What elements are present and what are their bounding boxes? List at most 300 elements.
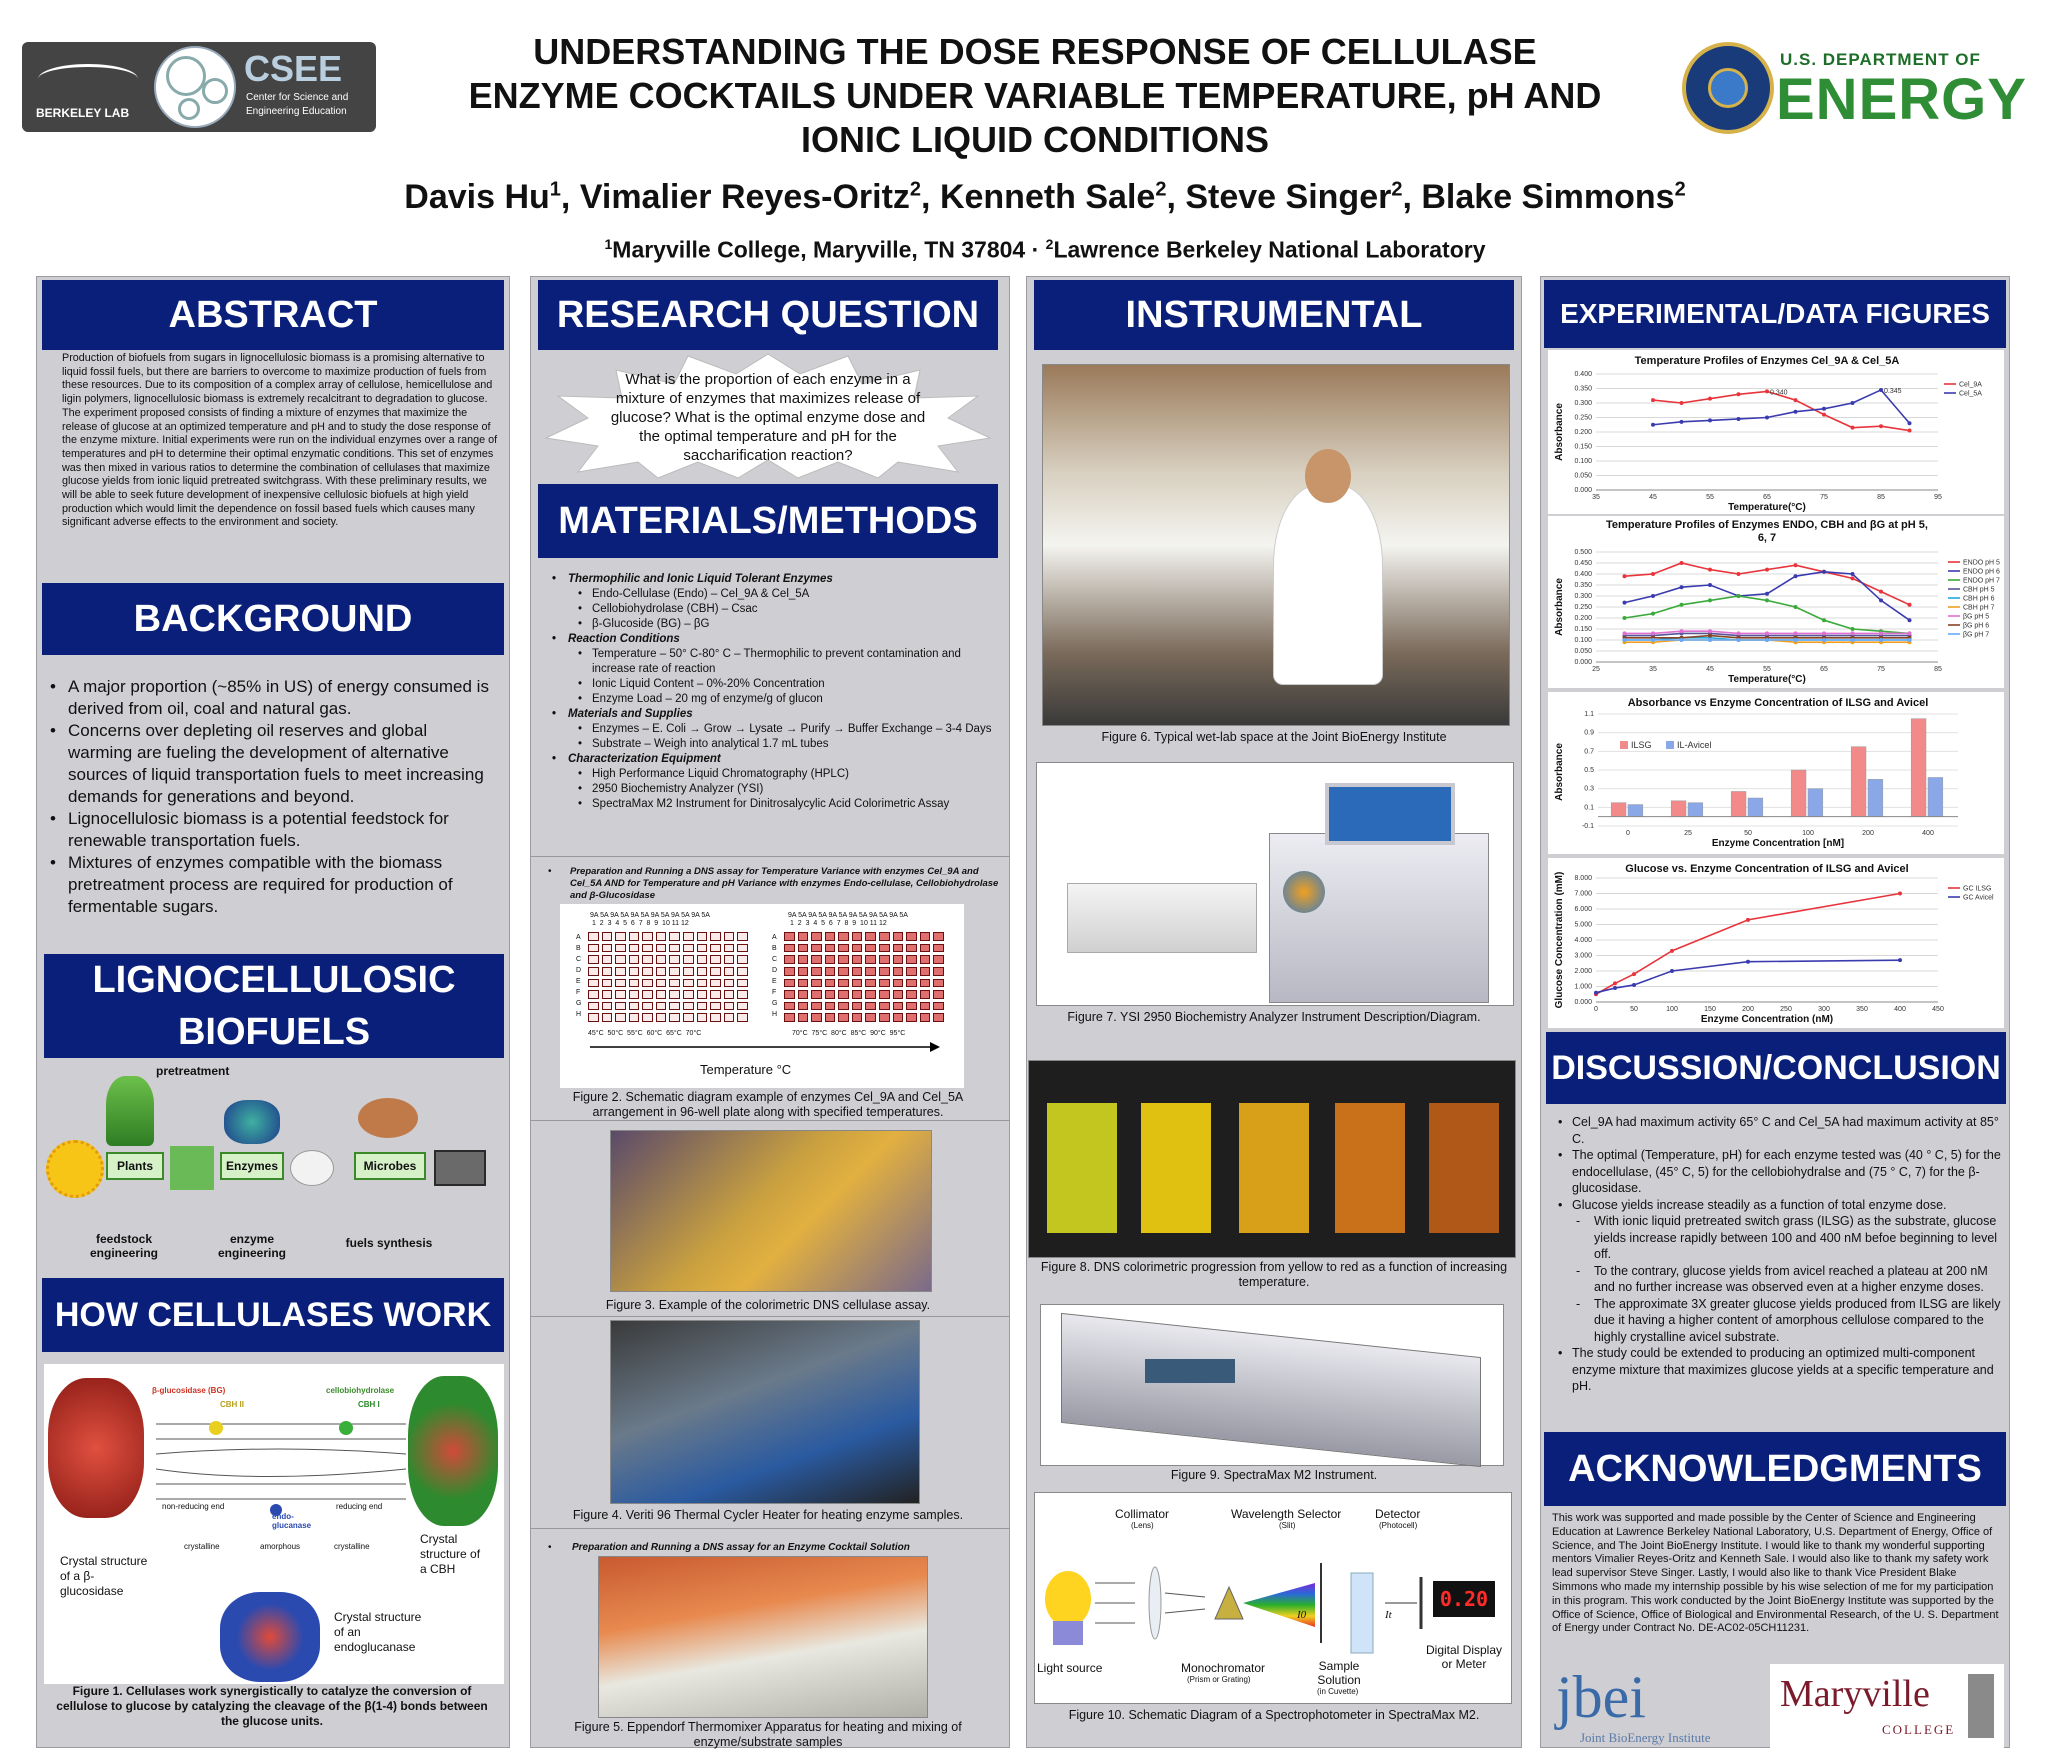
- plate-well: [656, 990, 667, 999]
- data-point: [1737, 392, 1741, 396]
- conclusion-subitem: - The approximate 3X greater glucose yields produced from ILSG are likely due it having a higher content of amorphous cellulose compared to the highly crystalline avicel substrate.: [1576, 1296, 2001, 1344]
- data-point: [1851, 638, 1855, 642]
- series-line: [1596, 960, 1900, 993]
- background-item: • Concerns over depleting oil reserves and global warming are fueling the development of alternative sources of liquid transportation fuels to meet increasing demands for generations and beyond.: [44, 720, 496, 808]
- data-point: [1794, 398, 1798, 402]
- monochromator-label: Monochromator: [1181, 1661, 1266, 1675]
- plate-well: [669, 1002, 680, 1011]
- affiliation-2: Lawrence Berkeley National Laboratory: [1053, 236, 1486, 263]
- plate-well: [588, 932, 599, 941]
- plate-well: [838, 1002, 849, 1011]
- x-tick-label: 55: [1706, 494, 1714, 501]
- plate-well: [865, 1002, 876, 1011]
- plate-well: [838, 1013, 849, 1022]
- y-tick-label: 0.100: [1574, 458, 1592, 465]
- plate-well: [852, 1013, 863, 1022]
- plate-well: [602, 1013, 613, 1022]
- plate-well: [879, 979, 890, 988]
- plate-well: [811, 932, 822, 941]
- plate-well: [933, 932, 944, 941]
- plate-well: [602, 1002, 613, 1011]
- bar: [1911, 719, 1926, 817]
- plate-well: [784, 944, 795, 953]
- dns-assay-photo: [610, 1130, 932, 1292]
- x-tick-label: 350: [1856, 1006, 1868, 1013]
- data-point: [1908, 421, 1912, 425]
- data-point: [1822, 638, 1826, 642]
- plate-well: [933, 1013, 944, 1022]
- conclusion-list: [1554, 1114, 2002, 1395]
- bar: [1808, 789, 1823, 817]
- jbei-subtitle: Joint BioEnergy Institute: [1580, 1730, 1711, 1745]
- data-point: [1708, 568, 1712, 572]
- pretreatment-label: pretreatment: [156, 1064, 230, 1078]
- y-axis-label: Glucose Concentration (mM): [1554, 871, 1565, 1009]
- bar: [1688, 803, 1703, 817]
- vial-2: [1141, 1103, 1211, 1233]
- plate-well: [710, 990, 721, 999]
- y-tick-label: 0.400: [1574, 371, 1592, 378]
- data-point: [1708, 638, 1712, 642]
- cbh-protein-icon: [408, 1376, 498, 1526]
- legend-label: GC Avicel: [1963, 894, 1994, 902]
- plate-well: [697, 1002, 708, 1011]
- dns-heading: Preparation and Running a DNS assay for Temperature Variance with enzymes Cel_9A and Cel_5A AND for Temperature and pH Variance with enzymes Endo-cellulase, Cellobiohydrolase and β-Glucosidase: [570, 866, 999, 901]
- y-tick-label: 0.300: [1574, 593, 1592, 600]
- tower-icon: [1968, 1674, 1994, 1738]
- y-tick-label: 0.000: [1574, 487, 1592, 494]
- plate-well: [724, 1013, 735, 1022]
- y-tick-label: 0.300: [1574, 400, 1592, 407]
- data-point: [1623, 631, 1627, 635]
- bar: [1868, 779, 1883, 816]
- data-point: [1898, 892, 1902, 896]
- plate-well: [737, 955, 748, 964]
- x-tick-label: 150: [1704, 1006, 1716, 1013]
- plate-well: [825, 979, 836, 988]
- x-tick-label: 0: [1594, 1006, 1598, 1013]
- x-tick-label: 25: [1684, 830, 1692, 837]
- vial-1: [1047, 1103, 1117, 1233]
- plate-well: [615, 1013, 626, 1022]
- plate-well: [629, 979, 640, 988]
- plate-well: [697, 955, 708, 964]
- data-point: [1822, 631, 1826, 635]
- data-point: [1822, 570, 1826, 574]
- plate-well: [825, 932, 836, 941]
- endo-protein-icon: [220, 1592, 320, 1682]
- data-point: [1908, 631, 1912, 635]
- data-point: [1680, 420, 1684, 424]
- plate-well: [615, 967, 626, 976]
- author-5: Blake Simmons$^2$: [1421, 178, 1686, 216]
- plate-well: [724, 1002, 735, 1011]
- y-tick-label: 0.000: [1574, 659, 1592, 666]
- light-source-label: Light source: [1037, 1661, 1103, 1675]
- y-tick-label: -0.1: [1581, 823, 1594, 830]
- dns-section-divider: [530, 856, 1010, 857]
- dns-color-series-photo: [1028, 1060, 1516, 1258]
- data-point: [1765, 568, 1769, 572]
- data-point: [1737, 417, 1741, 421]
- data-point: [1623, 616, 1627, 620]
- research-question-text: What is the proportion of each enzyme in a mixture of enzymes that maximizes release of glucose? What is the optimal enzyme dose and the optimal temperature and pH for the saccharification reaction?: [610, 371, 926, 464]
- x-tick-label: 35: [1649, 666, 1657, 673]
- data-point: [1851, 401, 1855, 405]
- data-point: [1898, 958, 1902, 962]
- legend-label: βG pH 7: [1963, 631, 1990, 639]
- plate-well: [893, 955, 904, 964]
- plate-well: [906, 932, 917, 941]
- spectrophotometer-diagram: [1034, 1492, 1512, 1704]
- bar: [1731, 791, 1746, 816]
- methods-header: MATERIALS/METHODS: [538, 484, 998, 558]
- plate-well: [683, 979, 694, 988]
- methods-item: • SpectraMax M2 Instrument for Dinitrosalycylic Acid Colorimetric Assay: [548, 797, 1004, 812]
- methods-item: • Enzymes – E. Coli → Grow → Lysate → Purify → Buffer Exchange – 3-4 Days: [548, 722, 1004, 737]
- data-point: [1879, 388, 1883, 392]
- data-point: [1708, 598, 1712, 602]
- data-point: [1680, 629, 1684, 633]
- jbei-wordmark: jbei: [1556, 1664, 1646, 1730]
- plate-well: [838, 967, 849, 976]
- conclusion-subitem: - With ionic liquid pretreated switch grass (ILSG) as the substrate, glucose yields increase rapidly between 100 and 400 nM befoe beginning to level off.: [1576, 1214, 1998, 1261]
- enzyme-molecule-icon: [224, 1100, 280, 1144]
- plate-well: [879, 967, 890, 976]
- endo-structure-caption: Crystal structure of an endoglucanase: [334, 1610, 422, 1654]
- methods-item: • Enzyme Load – 20 mg of enzyme/g of glucon: [548, 692, 1004, 707]
- spectramax-photo: [1040, 1304, 1504, 1466]
- plate-well: [811, 1013, 822, 1022]
- data-point: [1794, 410, 1798, 414]
- plate-well: [784, 1013, 795, 1022]
- background-item: • Mixtures of enzymes compatible with the biomass pretreatment process are required for production of fermentable sugars.: [44, 852, 496, 918]
- plate-temps-left: 45°C 50°C 55°C 60°C 65°C 70°C: [588, 1030, 702, 1037]
- cellulase-diagram: [44, 1364, 504, 1684]
- methods-item: • High Performance Liquid Chromatography (HPLC): [548, 767, 1004, 782]
- data-point: [1680, 638, 1684, 642]
- plate-well: [615, 932, 626, 941]
- plate-well: [710, 967, 721, 976]
- x-axis-label: Temperature(°C): [1728, 502, 1806, 513]
- data-point: [1765, 389, 1769, 393]
- research-question-header: RESEARCH QUESTION: [538, 280, 998, 350]
- chart-title: Glucose vs. Enzyme Concentration of ILSG and Avicel: [1625, 863, 1909, 875]
- x-tick-label: 50: [1744, 830, 1752, 837]
- enzymes-arrow: Enzymes: [220, 1152, 284, 1180]
- plate-well: [669, 979, 680, 988]
- plate-well: [784, 932, 795, 941]
- data-point: [1632, 983, 1636, 987]
- lens-label: (Lens): [1131, 1521, 1154, 1530]
- cbh-structure-caption: Crystal structure of a CBH: [420, 1532, 481, 1576]
- lab-worker-head: [1305, 449, 1351, 503]
- plate-well: [825, 955, 836, 964]
- chart-temp-cel9a-cel5a: [1548, 350, 2004, 514]
- plate-well: [811, 944, 822, 953]
- fig5-divider: [530, 1528, 1010, 1529]
- plate-well: [669, 967, 680, 976]
- plate-well: [683, 967, 694, 976]
- plate-well: [642, 955, 653, 964]
- plate-well: [852, 967, 863, 976]
- data-point: [1822, 413, 1826, 417]
- plate-well: [683, 1002, 694, 1011]
- chart-title: Temperature Profiles of Enzymes Cel_9A & Cel_5A: [1634, 355, 1900, 367]
- x-tick-label: 45: [1706, 666, 1714, 673]
- data-point: [1879, 598, 1883, 602]
- vial-3: [1239, 1103, 1309, 1233]
- spectramax-display: [1145, 1359, 1235, 1383]
- plate-well: [697, 1013, 708, 1022]
- data-point: [1651, 594, 1655, 598]
- plate-well: [629, 932, 640, 941]
- data-point: [1651, 612, 1655, 616]
- plate-well: [893, 1002, 904, 1011]
- cuvette-label: (in Cuvette): [1317, 1687, 1359, 1696]
- plate-well: [879, 990, 890, 999]
- plate-well: [825, 1013, 836, 1022]
- data-point: [1708, 634, 1712, 638]
- conclusion-item: • Glucose yields increase steadily as a function of total enzyme dose.: [1558, 1197, 1947, 1212]
- plate-well: [852, 990, 863, 999]
- biofuel-flow-diagram: [44, 1060, 504, 1280]
- cbh2-label: CBH II: [220, 1400, 244, 1409]
- chart-title-line: 6, 7: [1757, 532, 1777, 544]
- figure-9-caption: Figure 9. SpectraMax M2 Instrument.: [1170, 1468, 1378, 1482]
- bar: [1671, 801, 1686, 817]
- y-tick-label: 0.450: [1574, 560, 1592, 567]
- plate-well: [920, 967, 931, 976]
- y-tick-label: 0.400: [1574, 571, 1592, 578]
- endo-label: endo-glucanase: [272, 1512, 312, 1530]
- plate-well: [737, 979, 748, 988]
- plate-right-cols: 9A 5A 9A 5A 9A 5A 9A 5A 9A 5A 9A 5A: [788, 912, 908, 919]
- methods-item: • Substrate – Weigh into analytical 1.7 mL tubes: [548, 737, 1004, 752]
- data-point: [1851, 576, 1855, 580]
- y-tick-label: 7.000: [1574, 890, 1592, 898]
- y-tick-label: 0.100: [1574, 637, 1592, 644]
- plate-well: [893, 990, 904, 999]
- data-point: [1851, 627, 1855, 631]
- plate-well: [642, 1013, 653, 1022]
- y-tick-label: 0.5: [1584, 767, 1594, 774]
- legend-label: Cel_5A: [1959, 390, 1982, 398]
- plate-well: [615, 979, 626, 988]
- plate-well: [838, 990, 849, 999]
- plate-well: [669, 944, 680, 953]
- plate-well: [588, 979, 599, 988]
- light-source-icon: [1045, 1571, 1091, 1627]
- series-line: [1653, 391, 1910, 430]
- data-point: [1908, 603, 1912, 607]
- x-tick-label: 300: [1818, 1006, 1830, 1013]
- background-header: BACKGROUND: [42, 583, 504, 655]
- ysi-bottles: [1067, 883, 1257, 953]
- plate-well: [933, 955, 944, 964]
- legend-label: ENDO pH 6: [1963, 568, 2000, 576]
- x-tick-label: 75: [1877, 666, 1885, 673]
- data-point: [1746, 960, 1750, 964]
- x-axis-label: Enzyme Concentration [nM]: [1711, 838, 1845, 849]
- plate-well: [920, 990, 931, 999]
- conclusion-item: • Cel_9A had maximum activity 65° C and Cel_5A had maximum activity at 85° C.: [1558, 1115, 1999, 1146]
- data-point: [1737, 638, 1741, 642]
- y-tick-label: 2.000: [1574, 968, 1592, 975]
- x-tick-label: 45: [1649, 494, 1657, 501]
- data-point: [1737, 572, 1741, 576]
- plate-well: [798, 990, 809, 999]
- x-axis-label: Enzyme Concentration (nM): [1700, 1014, 1834, 1025]
- doe-seal-icon: [1682, 42, 1774, 134]
- well-plate-diagram: [560, 904, 964, 1088]
- plate-well: [906, 990, 917, 999]
- plate-well: [879, 1002, 890, 1011]
- plate-well: [811, 955, 822, 964]
- plate-well: [920, 1002, 931, 1011]
- affiliation-1: Maryville College, Maryville, TN 37804: [612, 236, 1026, 263]
- y-tick-label: 3.000: [1574, 952, 1592, 960]
- methods-heading: • Thermophilic and Ionic Liquid Tolerant Enzymes: [548, 572, 1004, 587]
- plate-well: [697, 944, 708, 953]
- fuels-synthesis-label: fuels synthesis: [345, 1236, 433, 1250]
- crystalline-label-2: crystalline: [334, 1542, 370, 1551]
- plate-well: [697, 967, 708, 976]
- plate-well: [615, 1002, 626, 1011]
- detector-label: Detector: [1375, 1507, 1421, 1521]
- data-point: [1908, 638, 1912, 642]
- x-tick-label: 400: [1922, 830, 1934, 837]
- y-tick-label: 0.350: [1574, 582, 1592, 589]
- plate-well: [710, 932, 721, 941]
- data-point: [1708, 397, 1712, 401]
- y-tick-label: 6.000: [1574, 906, 1592, 913]
- x-tick-label: 95: [1934, 494, 1942, 501]
- photocell-label: (Photocell): [1379, 1521, 1418, 1530]
- plate-well: [724, 990, 735, 999]
- title-line-3: IONIC LIQUID CONDITIONS: [801, 119, 1269, 160]
- plate-well: [865, 967, 876, 976]
- data-point: [1746, 918, 1750, 922]
- data-point: [1623, 574, 1627, 578]
- plate-well: [602, 955, 613, 964]
- plate-well: [737, 944, 748, 953]
- data-point: [1680, 561, 1684, 565]
- plate-well: [656, 932, 667, 941]
- plate-row-letters: A B C D E F G H: [576, 934, 582, 1018]
- plate-well: [629, 1013, 640, 1022]
- plate-well: [784, 979, 795, 988]
- maryville-wordmark: Maryville: [1780, 1673, 1930, 1715]
- data-point: [1708, 629, 1712, 633]
- x-tick-label: 65: [1763, 494, 1771, 501]
- y-tick-label: 0.350: [1574, 385, 1592, 393]
- plate-well: [838, 955, 849, 964]
- microbe-icon: [358, 1098, 418, 1138]
- legend-label: Cel_9A: [1959, 381, 1982, 389]
- cellulases-header: HOW CELLULASES WORK: [42, 1278, 504, 1352]
- plate-well: [737, 1013, 748, 1022]
- plate-well: [615, 955, 626, 964]
- bg-label: β-glucosidase (BG): [152, 1386, 226, 1395]
- data-point: [1651, 398, 1655, 402]
- plate-well: [784, 967, 795, 976]
- csee-circles-icon: [154, 46, 236, 128]
- plate-well: [784, 955, 795, 964]
- plate-well: [920, 1013, 931, 1022]
- x-tick-label: 400: [1894, 1006, 1906, 1013]
- abstract-header: ABSTRACT: [42, 280, 504, 350]
- plate-well: [825, 967, 836, 976]
- figure-8-caption: Figure 8. DNS colorimetric progression from yellow to red as a function of increasing temperature.: [1040, 1260, 1508, 1289]
- x-tick-label: 200: [1742, 1006, 1754, 1013]
- data-point: [1879, 638, 1883, 642]
- plate-right-wells: [784, 932, 944, 1022]
- enzyme-engineering-label: enzyme engineering: [217, 1232, 286, 1260]
- plate-well: [920, 979, 931, 988]
- x-tick-label: 100: [1666, 1006, 1678, 1013]
- y-tick-label: 1.1: [1584, 711, 1594, 718]
- biomass-icon: [170, 1146, 214, 1190]
- csee-label: CSEE: [244, 48, 343, 89]
- maryville-subtitle: COLLEGE: [1882, 1722, 1956, 1737]
- data-point: [1794, 563, 1798, 567]
- plate-well: [724, 967, 735, 976]
- csee-sub-2: Engineering Education: [246, 106, 347, 117]
- affiliation-line: $^1$Maryville College, Maryville, TN 37804 · $^2$Lawrence Berkeley National Laboratory: [604, 236, 1486, 263]
- figure-1-caption: Figure 1. Cellulases work synergistically to catalyze the conversion of cellulose to glucose by catalyzing the cleavage of the β(1-4) bonds between the glucose units.: [56, 1684, 488, 1728]
- plate-well: [710, 955, 721, 964]
- legend-label: IL-Avicel: [1677, 740, 1712, 750]
- plate-well: [893, 967, 904, 976]
- plate-well: [588, 944, 599, 953]
- lab-worker-figure: [1273, 485, 1383, 685]
- plate-well: [683, 932, 694, 941]
- building-icon: [38, 64, 138, 94]
- plate-well: [724, 932, 735, 941]
- x-tick-label: 0: [1626, 830, 1630, 837]
- data-point: [1794, 631, 1798, 635]
- y-tick-label: 0.250: [1574, 604, 1592, 611]
- figure-10-caption: Figure 10. Schematic Diagram of a Spectrophotometer in SpectraMax M2.: [1068, 1708, 1480, 1722]
- temperature-arrow: [590, 1040, 940, 1054]
- plate-well: [838, 979, 849, 988]
- plate-well: [906, 944, 917, 953]
- plate-well: [798, 944, 809, 953]
- slit-label: (Slit): [1279, 1521, 1296, 1530]
- data-point: [1708, 418, 1712, 422]
- plate-well: [865, 990, 876, 999]
- data-point: [1908, 618, 1912, 622]
- plate-well: [656, 955, 667, 964]
- plate-well: [669, 955, 680, 964]
- legend-label: CBH pH 7: [1963, 604, 1995, 612]
- y-tick-label: 0.000: [1574, 999, 1592, 1006]
- plate-well: [669, 1013, 680, 1022]
- plate-well: [656, 967, 667, 976]
- y-tick-label: 0.200: [1574, 615, 1592, 622]
- y-axis-label: Absorbance: [1554, 743, 1565, 801]
- plate-well: [656, 944, 667, 953]
- plate-well: [906, 967, 917, 976]
- plate-well: [697, 979, 708, 988]
- y-tick-label: 0.050: [1574, 648, 1592, 655]
- plate-well: [588, 1002, 599, 1011]
- plate-well: [642, 967, 653, 976]
- plate-well: [811, 967, 822, 976]
- data-point: [1737, 594, 1741, 598]
- author-4: Steve Singer$^2$,: [1185, 178, 1422, 216]
